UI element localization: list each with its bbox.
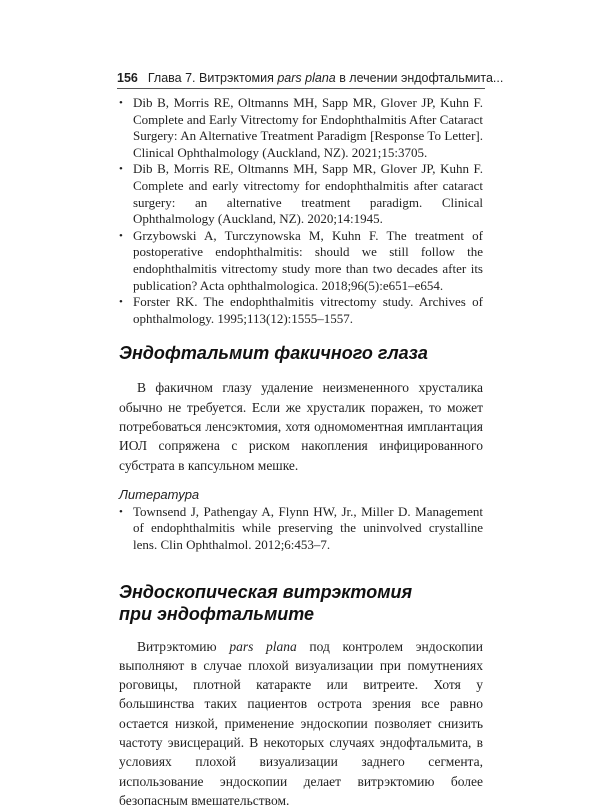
header-divider (117, 88, 485, 89)
paragraph-start: Витрэктомию (137, 638, 230, 654)
bullet-icon: • (119, 229, 123, 242)
reference-text: Dib B, Morris RE, Oltmanns MH, Sapp MR, Glover JP, Kuhn F. Complete and early vitrectomy for endophthalmitis after cataract surgery: an alternative treatment paradigm. Clinical Ophthalmology (Auckland, NZ). 2020;14:1945. (133, 161, 483, 227)
reference-item (119, 504, 483, 554)
reference-item (119, 161, 483, 227)
running-header (117, 70, 504, 86)
section-heading-endoscopic (119, 581, 483, 625)
section-paragraph-endoscopic (119, 637, 483, 810)
section-heading-phakic: Эндофтальмит факичного глаза (119, 343, 428, 364)
page-content (119, 95, 483, 810)
bullet-icon: • (119, 296, 123, 309)
chapter-title-suffix: в лечении эндофтальмита... (335, 71, 504, 85)
page-number: 156 (117, 71, 138, 85)
reference-text: Forster RK. The endophthalmitis vitrectomy study. Archives of ophthalmology. 1995;113(12):1555–1557. (133, 294, 483, 326)
reference-item (119, 294, 483, 327)
bullet-icon: • (119, 163, 123, 176)
reference-text: Grzybowski A, Turczynowska M, Kuhn F. The treatment of postoperative endophthalmitis: should we still follow the endophthalmitis vitrectomy study more than two decades after its publication? Acta ophthalmologica. 2018;96(5):e651–e654. (133, 227, 483, 293)
heading-line-2: при эндофтальмите (119, 603, 315, 624)
reference-list-phakic (119, 504, 483, 554)
bullet-icon: • (119, 97, 123, 109)
reference-item (119, 95, 483, 161)
section-paragraph-phakic: В факичном глазу удаление неизмененного хрусталика обычно не требуется. Если же хрусталик поражен, то может потребоваться ленсэктомия, хотя одномоментная имплантация ИОЛ сопряжена с риском накопления инфицированного субстрата в капсульном мешке. (119, 380, 483, 473)
literature-label: Литература (119, 486, 200, 502)
paragraph-rest: под контролем эндоскопии выполняют в случае плохой визуализации при помутнениях роговицы, плотной катаракте или витреите. Хотя у большинства таких пациентов острота зрения все равно остается низкой, применение эндоскопии позволяет снизить частоту эвисцераций. В некоторых случаях эндофтальмита, в условиях плохой визуализации заднего сегмента, использование эндоскопии делает витрэктомию более безопасным вмешательством. (119, 638, 483, 808)
reference-text: Townsend J, Pathengay A, Flynn HW, Jr., Miller D. Management of endophthalmitis while preserving the uninvolved crystalline lens. Clin Ophthalmol. 2012;6:453–7. (133, 503, 483, 552)
reference-list-top (119, 95, 483, 327)
reference-item (119, 228, 483, 294)
heading-line-1: Эндоскопическая витрэктомия (119, 581, 413, 602)
chapter-title-prefix: Глава 7. Витрэктомия (147, 71, 278, 85)
chapter-title-emphasis: pars plana (277, 71, 336, 85)
bullet-icon: • (119, 505, 123, 518)
reference-text: Dib B, Morris RE, Oltmanns MH, Sapp MR, Glover JP, Kuhn F. Complete and Early Vitrectomy for Endophthalmitis After Cataract Surgery: An Alternative Treatment Paradigm [Response To Letter]. Clinical Ophthalmology (Auckland, NZ). 2021;15:3705. (133, 95, 483, 160)
paragraph-emphasis: pars plana (229, 638, 297, 654)
